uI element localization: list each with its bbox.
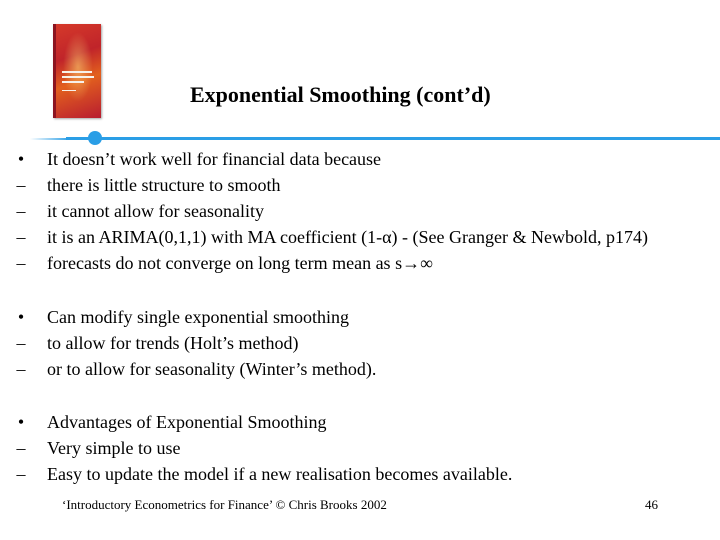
book-cover-glow (63, 32, 93, 102)
book-cover-image (53, 24, 101, 118)
dash-marker: – (16, 333, 26, 353)
cover-title-line (62, 76, 94, 78)
dash-marker: – (16, 359, 26, 379)
sub-bullet-text: to allow for trends (Holt’s method) (47, 333, 299, 353)
divider-bar (66, 137, 720, 140)
sub-bullet-text: or to allow for seasonality (Winter’s method). (47, 359, 377, 379)
title-divider (30, 137, 720, 140)
cover-title-line (62, 71, 92, 73)
sub-bullet-text: forecasts do not converge on long term mean as s→∞ (47, 253, 433, 273)
dash-marker: – (16, 175, 26, 195)
sub-bullet-text: it is an ARIMA(0,1,1) with MA coefficient (1-α) - (See Granger & Newbold, p174) (47, 227, 648, 247)
bullet-text: Can modify single exponential smoothing (47, 307, 349, 327)
cover-author-line (62, 90, 76, 91)
sub-bullet-text: it cannot allow for seasonality (47, 201, 264, 221)
page-number: 46 (645, 497, 658, 512)
slide-title: Exponential Smoothing (cont’d) (190, 82, 491, 107)
dash-marker: – (16, 438, 26, 458)
divider-dot (88, 131, 102, 145)
dash-marker: – (16, 227, 26, 247)
sub-bullet-text: Easy to update the model if a new realisation becomes available. (47, 464, 513, 484)
bullet-marker: • (17, 412, 25, 432)
bullet-text: Advantages of Exponential Smoothing (47, 412, 327, 432)
sub-bullet-text: Very simple to use (47, 438, 181, 458)
cover-title-line (62, 81, 84, 83)
sub-bullet-text: there is little structure to smooth (47, 175, 281, 195)
dash-marker: – (16, 464, 26, 484)
bullet-marker: • (17, 307, 25, 327)
bullet-text: It doesn’t work well for financial data because (47, 149, 382, 169)
dash-marker: – (16, 253, 26, 273)
divider-tail (30, 138, 70, 140)
dash-marker: – (16, 201, 26, 221)
footer-citation: ‘Introductory Econometrics for Finance’ © Chris Brooks 2002 (62, 497, 387, 512)
book-spine (53, 24, 56, 118)
bullet-marker: • (17, 149, 25, 169)
